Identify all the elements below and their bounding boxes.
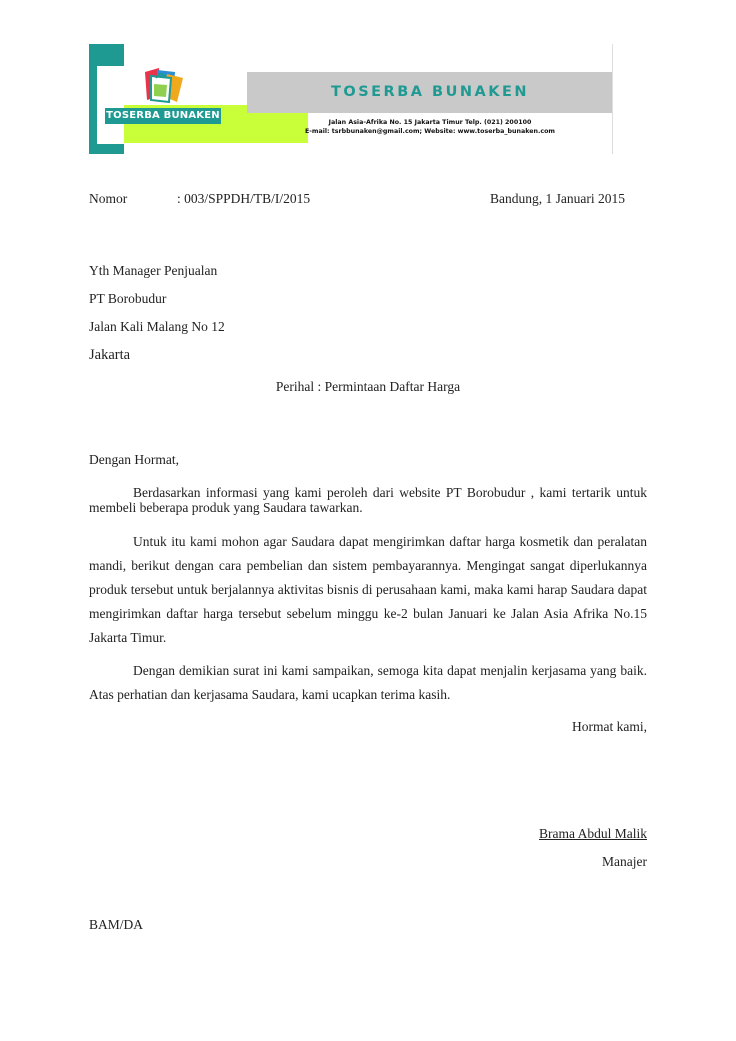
- reference-initials: BAM/DA: [89, 917, 144, 932]
- paragraph-2: Untuk itu kami mohon agar Saudara dapat mengirimkan daftar harga kosmetik dan peralatan mandi, berikut dengan cara pembelian dan sistem pembayarannya. Mengingat sangat diperlukannya produk tersebut untuk berjalannya aktivitas bisnis di perusahaan kami, maka kami harap Saudara dapat mengirimkan daftar harga tersebut sebelum minggu ke-2 bulan Januari ke Jalan Asia Afrika No.15 Jakarta Timur.: [89, 534, 647, 645]
- closing: Hormat kami,: [572, 719, 647, 734]
- company-name: TOSERBA BUNAKEN: [330, 84, 529, 100]
- subject-line: Perihal : Permintaan Daftar Harga: [275, 379, 461, 394]
- paragraph-1: Berdasarkan informasi yang kami peroleh dari website PT Borobudur , kami tertarik untuk membeli beberapa produk yang Saudara tawarkan.: [89, 485, 647, 515]
- paragraph-3: Dengan demikian surat ini kami sampaikan, semoga kita dapat menjalin kerjasama yang baik. Atas perhatian dan kerjasama Saudara, kami ucapkan terima kasih.: [89, 663, 647, 702]
- company-address: Jalan Asia-Afrika No. 15 Jakarta Timur Telp. (021) 200100: [328, 119, 532, 126]
- letterhead: [89, 44, 613, 154]
- recipient-line-3: Jalan Kali Malang No 12: [89, 319, 225, 334]
- shopping-bag-logo-icon: [137, 66, 189, 108]
- recipient-line-4: Jakarta: [89, 347, 131, 363]
- nomor-label: Nomor: [89, 191, 128, 206]
- company-contact: E-mail: tsrbbunaken@gmail.com; Website: www.toserba_bunaken.com: [305, 128, 555, 135]
- salutation: Dengan Hormat,: [89, 452, 179, 467]
- place-date: Bandung, 1 Januari 2015: [490, 191, 625, 206]
- signer-title: Manajer: [602, 854, 647, 869]
- logo-text: TOSERBA BUNAKEN: [106, 110, 220, 121]
- signer-name: Brama Abdul Malik: [539, 826, 647, 841]
- recipient-line-2: PT Borobudur: [89, 291, 167, 306]
- recipient-line-1: Yth Manager Penjualan: [89, 263, 218, 278]
- nomor-value: : 003/SPPDH/TB/I/2015: [177, 191, 311, 206]
